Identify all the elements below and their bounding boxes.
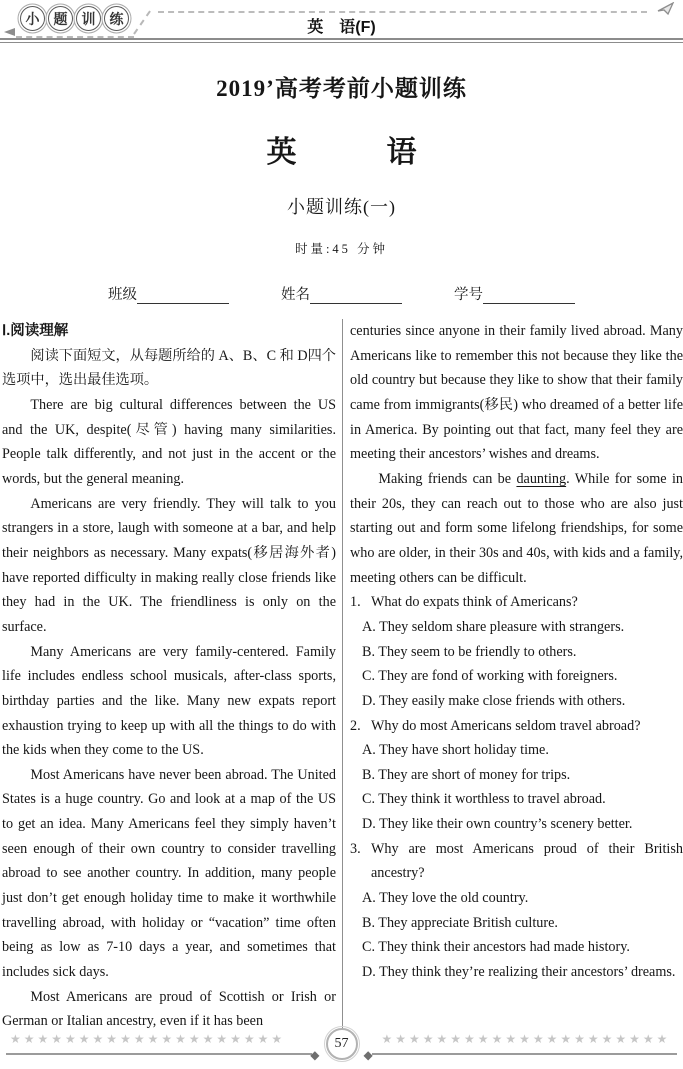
question-3-option-d[interactable]: D. They think they’re realizing their ancestors’ dreams. xyxy=(362,964,676,981)
question-1-option-b[interactable]: B. They seem to be friendly to others. xyxy=(362,643,577,660)
question-2-option-a[interactable]: A. They have short holiday time. xyxy=(362,742,549,759)
passage-paragraph: There are big cultural differences between the US and the UK, despite(尽管) having many similarities. People talk differently, and not just in the accent or the words, but the general meaning. xyxy=(2,396,336,487)
question-3-option-a[interactable]: A. They love the old country. xyxy=(362,890,529,907)
class-blank-line[interactable] xyxy=(137,288,229,304)
footer-rule-left xyxy=(6,1053,312,1055)
passage-paragraph: Most Americans have never been abroad. The United States is a huge country. Go and look at a map of the US to get an idea. Many Americans feel they simply haven’t seen enough of their own country to consider travelling abroad to see another country. In addition, many people just don’t get enough holiday time to make it worthwhile travelling abroad, with holiday or “vacation” time often being as low as 7-10 days a year, and sometimes that includes sick days. xyxy=(2,766,336,981)
question-1-option-a[interactable]: A. They seldom share pleasure with strangers. xyxy=(362,618,625,635)
question-1 xyxy=(350,590,683,615)
reading-section-heading: Ⅰ.阅读理解 xyxy=(2,323,69,339)
paper-subtitle: 小题训练(一) xyxy=(287,197,396,217)
header-double-rule xyxy=(0,38,683,43)
page-number-badge xyxy=(326,1028,358,1060)
question-3-number: 3. xyxy=(350,840,361,857)
underlined-word: daunting xyxy=(516,470,567,487)
id-label: 学号 xyxy=(454,287,483,303)
subject-title: 英 语 xyxy=(266,136,417,169)
class-label: 班级 xyxy=(108,287,137,303)
name-blank-line[interactable] xyxy=(310,288,402,304)
name-label: 姓名 xyxy=(281,287,310,303)
two-column-body xyxy=(0,319,683,1034)
dashed-line xyxy=(158,11,647,13)
question-3-option-c[interactable]: C. They think their ancestors had made history. xyxy=(362,939,630,956)
student-info-row xyxy=(0,283,683,304)
page-number: 57 xyxy=(334,1036,349,1051)
logo-char-circle: 小 xyxy=(20,6,45,31)
question-2-number: 2. xyxy=(350,717,361,734)
instructions: 阅读下面短文，从每题所给的 A、B、C 和 D四个选项中，选出最佳选项。 xyxy=(2,347,336,389)
passage-paragraph: Most Americans are proud of Scottish or Irish or German or Italian ancestry, even if it has been xyxy=(2,988,336,1030)
header-band xyxy=(0,0,683,44)
question-2-stem: Why do most Americans seldom travel abroad? xyxy=(371,717,641,734)
title-block xyxy=(0,70,683,257)
passage-paragraph: Many Americans are very family-centered. Family life includes endless school musicals, after-class sports, birthday parties and the like. Many new expats report exhaustion trying to keep up with all the things to do with the kids when they come to the US. xyxy=(2,643,336,759)
footer-rule-right xyxy=(372,1053,678,1055)
header-subject-label: 英 语(F) xyxy=(307,19,376,36)
paragraph-text: Making friends can be xyxy=(378,470,517,487)
page-footer xyxy=(0,1027,683,1061)
passage-paragraph xyxy=(350,467,683,590)
footer-right-decoration xyxy=(363,1032,683,1062)
question-1-stem: What do expats think of Americans? xyxy=(371,594,578,611)
star-row-right: ★★★★★★★★★★★★★★★★★★★★★ xyxy=(381,1032,671,1046)
question-2-option-d[interactable]: D. They like their own country’s scenery better. xyxy=(362,816,633,833)
passage-paragraph-continuation: centuries since anyone in their family lived abroad. Many Americans like to remember this not because they like the old country but because they like to show that their family came from immigrants(移民) who dreamed of a better life in America. By pointing out that fact, many feel they are meeting their ancestors’ wishes and dreams. xyxy=(350,323,683,463)
diamond-icon: ◆ xyxy=(363,1048,373,1062)
question-2-option-b[interactable]: B. They are short of money for trips. xyxy=(362,766,571,783)
diamond-icon: ◆ xyxy=(310,1048,320,1062)
name-field xyxy=(281,283,402,304)
question-2 xyxy=(350,714,683,739)
question-3-stem: Why are most Americans proud of their British ancestry? xyxy=(371,840,683,882)
question-3 xyxy=(350,837,683,886)
star-row-left: ★★★★★★★★★★★★★★★★★★★★ xyxy=(10,1032,286,1046)
footer-left-decoration xyxy=(0,1032,320,1062)
logo-char-circle: 训 xyxy=(76,6,101,31)
question-1-option-c[interactable]: C. They are fond of working with foreigners. xyxy=(362,668,618,685)
left-column xyxy=(0,319,342,1034)
duration-label: 时量:45 分钟 xyxy=(294,242,389,256)
id-blank-line[interactable] xyxy=(483,288,575,304)
paragraph-text: . While for some in their 20s, they can reach out to those who are also just starting out and form some lifelong friendships, for some who are older, in their 30s and 40s, with kids and a family, meeting others can be difficult. xyxy=(350,470,683,586)
question-2-option-c[interactable]: C. They think it worthless to travel abroad. xyxy=(362,791,606,808)
main-title: 2019’高考考前小题训练 xyxy=(216,76,467,101)
id-field xyxy=(454,283,575,304)
passage-paragraph: Americans are very friendly. They will talk to you strangers in a store, laugh with someone at a bar, and help their neighbors as necessary. Many expats(移居海外者) have reported difficulty in making really close friends like they had in the UK. The friendliness is only on the surface. xyxy=(2,495,336,635)
question-1-option-d[interactable]: D. They easily make close friends with others. xyxy=(362,692,626,709)
question-3-option-b[interactable]: B. They appreciate British culture. xyxy=(362,914,558,931)
logo-char-circle: 题 xyxy=(48,6,73,31)
question-1-number: 1. xyxy=(350,594,361,611)
class-field xyxy=(108,283,229,304)
logo-char-circle: 练 xyxy=(104,6,129,31)
right-column xyxy=(342,319,683,1034)
